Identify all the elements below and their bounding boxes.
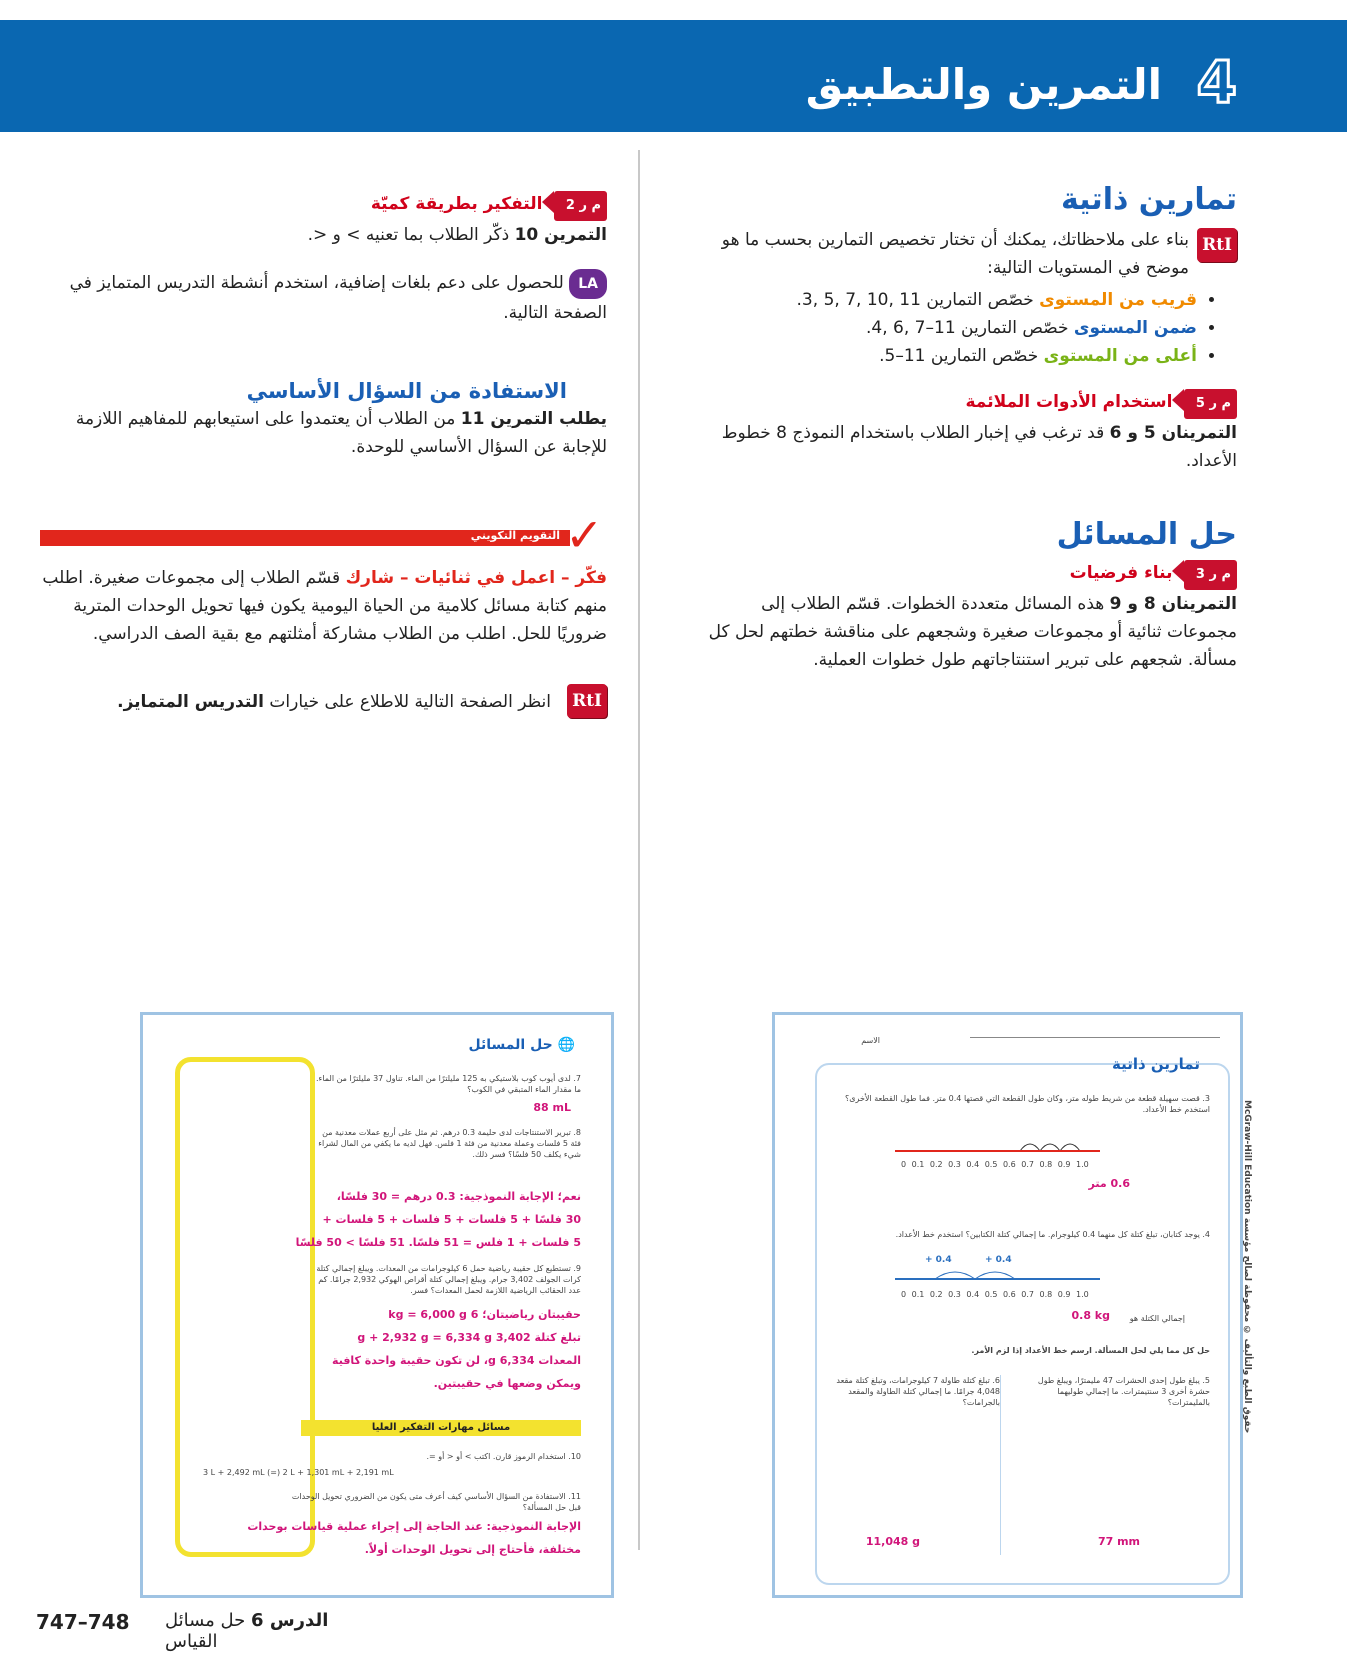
answer-4-label: إجمالي الكتلة هو [1129, 1314, 1185, 1323]
answer-9 [332, 1303, 581, 1395]
tools-paragraph [697, 419, 1237, 475]
answer-10: 3 L + 2,492 mL (=) 2 L + 1,301 mL + 2,191 mL [203, 1468, 394, 1477]
question-6: 6. تبلغ كتلة طاولة 7 كيلوجرامات، وتبلغ كتلة مقعد 4,048 جرامًا. ما إجمالي كتلة الطاولة والمقعد بالجرامات؟ [836, 1376, 1000, 1407]
self-exercises-title: تمارين ذاتية [1060, 182, 1237, 217]
formative-label: التقويم التكويني [470, 529, 560, 542]
copyright-side: McGraw-Hill Education حقوق الطبع والتأليف © محفوظة لصالح مؤسسة [1242, 1100, 1252, 1434]
question-3: 3. قصت سهيلة قطعة من شريط طوله متر، وكان طول القطعة التي قصتها 0.4 متر. فما طول القطعة الأخرى؟ استخدم خط الأعداد. [845, 1094, 1210, 1114]
jump-arcs [1020, 1144, 1080, 1151]
answer-line: 5 فلسات + 1 فلس = 51 فلسًا. 51 فلسًا > 50 فلسًا [295, 1236, 581, 1249]
answer-5: 77 mm [1097, 1535, 1140, 1548]
thumb-title: حل المسائل [468, 1037, 553, 1053]
la-text: للحصول على دعم بلغات إضافية، استخدم أنشطة التدريس المتمايز في الصفحة التالية. [69, 273, 607, 323]
see-bold: التدريس المتمايز. [117, 692, 264, 712]
question-4: 4. يوجد كتابان، تبلغ كتلة كل منهما 0.4 كيلوجرام. ما إجمالي كتلة الكتابين؟ استخدم خط الأعداد. [895, 1230, 1210, 1239]
question-10: 10. استخدام الرموز قارن. اكتب > أو < أو =. [426, 1452, 581, 1461]
eq-text: من الطلاب أن يعتمدوا على استيعابهم للمفاهيم اللازمة للإجابة عن السؤال الأساسي للوحدة. [75, 409, 607, 457]
hots-banner: مسائل مهارات التفكير العليا [301, 1420, 581, 1436]
self-intro: بناء على ملاحظاتك، يمكنك أن تختار تخصيص التمارين بحسب ما هو موضح في المستويات التالية: [721, 230, 1189, 278]
chapter-title: التمرين والتطبيق [805, 60, 1162, 109]
answer-line: مختلفة، فأحتاج إلى تحويل الوحدات أولاً. [364, 1543, 581, 1556]
page-thumbnail-right [772, 1012, 1243, 1598]
la-badge: LA [569, 269, 607, 299]
plus-label: + 0.4 [925, 1255, 952, 1265]
answer-line: حقيبتان رياضيتان؛ 6 kg = 6,000 g [388, 1308, 581, 1321]
answer-line: المعدات 6,334 g، لن تكون حقيبة واحدة كافية [332, 1354, 581, 1367]
rti-badge: RtI [1197, 228, 1237, 262]
tools-lead: التمرينان 5 و 6 [1109, 423, 1237, 443]
hypothesis-text: هذه المسائل متعددة الخطوات. قسّم الطلاب إلى مجموعات ثنائية أو مجموعات صغيرة وشجعهم على مناقشة خطتهم لحل كل مسألة. شجعهم على تبرير استنتاجاتهم طول خطوات العملية. [708, 594, 1237, 670]
think-paragraph [37, 564, 607, 648]
answer-line: ويمكن وضعها في حقيبتين. [433, 1377, 581, 1390]
answer-11 [247, 1515, 581, 1561]
self-intro-block [697, 226, 1237, 282]
think-block [37, 564, 607, 716]
problem-solving-title: حل المسائل [1056, 517, 1237, 552]
answer-4: 0.8 kg [1071, 1309, 1110, 1322]
thumb-title: تمارين ذاتية [1111, 1055, 1200, 1073]
quant-title: التفكير بطريقة كميّة [370, 194, 543, 214]
tools-title: استخدام الأدوات الملائمة [965, 392, 1173, 412]
level-text: خصّص التمارين 11 ,10 ,7 ,5 ,3. [796, 290, 1034, 310]
quant-heading [37, 190, 607, 221]
answer-line: نعم؛ الإجابة النموذجية: 0.3 درهم = 30 فلسًا، [336, 1190, 581, 1203]
hypothesis-paragraph [697, 590, 1237, 674]
scale-labels: 0 0.1 0.2 0.3 0.4 0.5 0.6 0.7 0.8 0.9 1.0 [901, 1160, 1089, 1169]
plus-label: + 0.4 [985, 1255, 1012, 1265]
level-item [697, 314, 1197, 342]
page-numbers: 747–748 [36, 1610, 130, 1634]
level-label: أعلى من المستوى [1043, 346, 1197, 366]
formative-bar [40, 530, 570, 546]
quant-paragraph [37, 221, 607, 249]
answer-7: 88 mL [533, 1101, 571, 1114]
globe-icon: 🌐 [557, 1037, 575, 1053]
hypothesis-heading [697, 559, 1237, 590]
answer-line: تبلغ كتلة 3,402 g + 2,932 g = 6,334 g [357, 1331, 581, 1344]
answer-6: 11,048 g [865, 1535, 920, 1548]
notes-box [175, 1057, 315, 1557]
chapter-banner [0, 20, 1347, 132]
column-divider [638, 150, 640, 1550]
chapter-number: 4 [1196, 48, 1237, 116]
answer-line: الإجابة النموذجية: عند الحاجة إلى إجراء عملية قياسات بوحدات [247, 1520, 581, 1533]
practice-tag: م ر 2 [554, 191, 607, 221]
name-label: الاسم [861, 1036, 880, 1045]
answer-line: 30 فلسًا + 5 فلسات + 5 فلسات + 5 فلسات + [322, 1213, 581, 1226]
column-rule [1000, 1375, 1001, 1555]
levels-list [697, 286, 1237, 370]
lesson-number: الدرس 6 [251, 1610, 329, 1631]
checkmark-icon: ✓ [565, 508, 604, 562]
question-7: 7. لدى أيوب كوب بلاستيكي به 125 مليلترًا من الماء. تناول 37 مليلترًا من الماء. ما مقدار الماء المتبقي في الكوب؟ [316, 1074, 581, 1094]
quant-text: ذكّر الطلاب بما تعنيه > و <. [307, 225, 510, 245]
lesson-title: حل مسائل القياس [165, 1610, 246, 1652]
tools-text: قد ترغب في إخبار الطلاب باستخدام النموذج 8 خطوط الأعداد. [721, 423, 1237, 471]
la-paragraph [37, 269, 607, 327]
question-8: 8. تبرير الاستنتاجات لدى حليمة 0.3 درهم. ثم مثل على أربع عملات معدنية من فئة 5 فلسات وعملة معدنية من فئة 1 فلس. فهل لديه ما يكفي من المال لشراء شيء يكلف 50 فلسًا؟ فسر ذلك. [318, 1128, 581, 1159]
question-11: 11. الاستفادة من السؤال الأساسي كيف أعرف متى يكون من الضروري تحويل الوحدات قبل حل المسألة؟ [291, 1492, 581, 1512]
answer-3: 0.6 متر [1088, 1177, 1130, 1190]
level-item [697, 286, 1197, 314]
thumb-title-wrap [469, 1037, 575, 1053]
lesson-label [165, 1610, 365, 1652]
scale-labels: 0 0.1 0.2 0.3 0.4 0.5 0.6 0.7 0.8 0.9 1.0 [901, 1290, 1089, 1299]
level-label: قريب من المستوى [1039, 290, 1197, 310]
think-text: قسّم الطلاب إلى مجموعات صغيرة. اطلب منهم كتابة مسائل كلامية من الحياة اليومية يكون فيها تحويل الوحدات المترية ضروريًا للحل. اطلب من الطلاب مشاركة أمثلتهم مع بقية الصف الدراسي. [42, 568, 607, 644]
hypothesis-lead: التمرينان 8 و 9 [1109, 594, 1237, 614]
answer-8 [296, 1185, 581, 1254]
eq-title: الاستفادة من السؤال الأساسي [246, 379, 567, 403]
practice-tag: م ر 5 [1184, 389, 1237, 419]
level-text: خصّص التمارين 11–7 ,6 ,4. [865, 318, 1069, 338]
see-text: انظر الصفحة التالية للاطلاع على خيارات [269, 692, 551, 712]
quant-lead: التمرين 10 [514, 225, 607, 245]
level-label: ضمن المستوى [1073, 318, 1197, 338]
question-5: 5. يبلغ طول إحدى الحشرات 47 مليمترًا، ويبلغ طول حشرة أخرى 3 سنتيمترات. ما إجمالي طوليهما بالمليمترات؟ [1037, 1376, 1210, 1407]
tools-heading [697, 388, 1237, 419]
think-title: فكّر – اعمل في ثنائيات – شارك [345, 568, 607, 588]
see-next-page [37, 688, 607, 716]
rti-badge: RtI [567, 684, 607, 718]
jump-arcs [935, 1272, 1015, 1279]
right-column [697, 180, 1237, 674]
eq-paragraph [37, 405, 607, 461]
eq-lead: يطلب التمرين 11 [460, 409, 607, 429]
left-column [37, 190, 607, 461]
hypothesis-title: بناء فرضيات [1069, 563, 1173, 583]
name-line [970, 1037, 1220, 1038]
level-text: خصّص التمارين 11–5. [879, 346, 1039, 366]
level-item [697, 342, 1197, 370]
page-thumbnail-left [140, 1012, 614, 1598]
practice-tag: م ر 3 [1184, 560, 1237, 590]
instructions: حل كل مما يلي لحل المسألة. ارسم خط الأعداد إذا لزم الأمر. [971, 1346, 1210, 1355]
question-9: 9. تستطيع كل حقيبة رياضية حمل 6 كيلوجرامات من المعدات. ويبلغ إجمالي كتلة كرات الجولف 3,402 جرام. ويبلغ إجمالي كتلة أقراص الهوكي 2,932 جرامًا. كم عدد الحقائب الرياضية اللازمة لحمل المعدات؟ فسر. [316, 1264, 581, 1295]
